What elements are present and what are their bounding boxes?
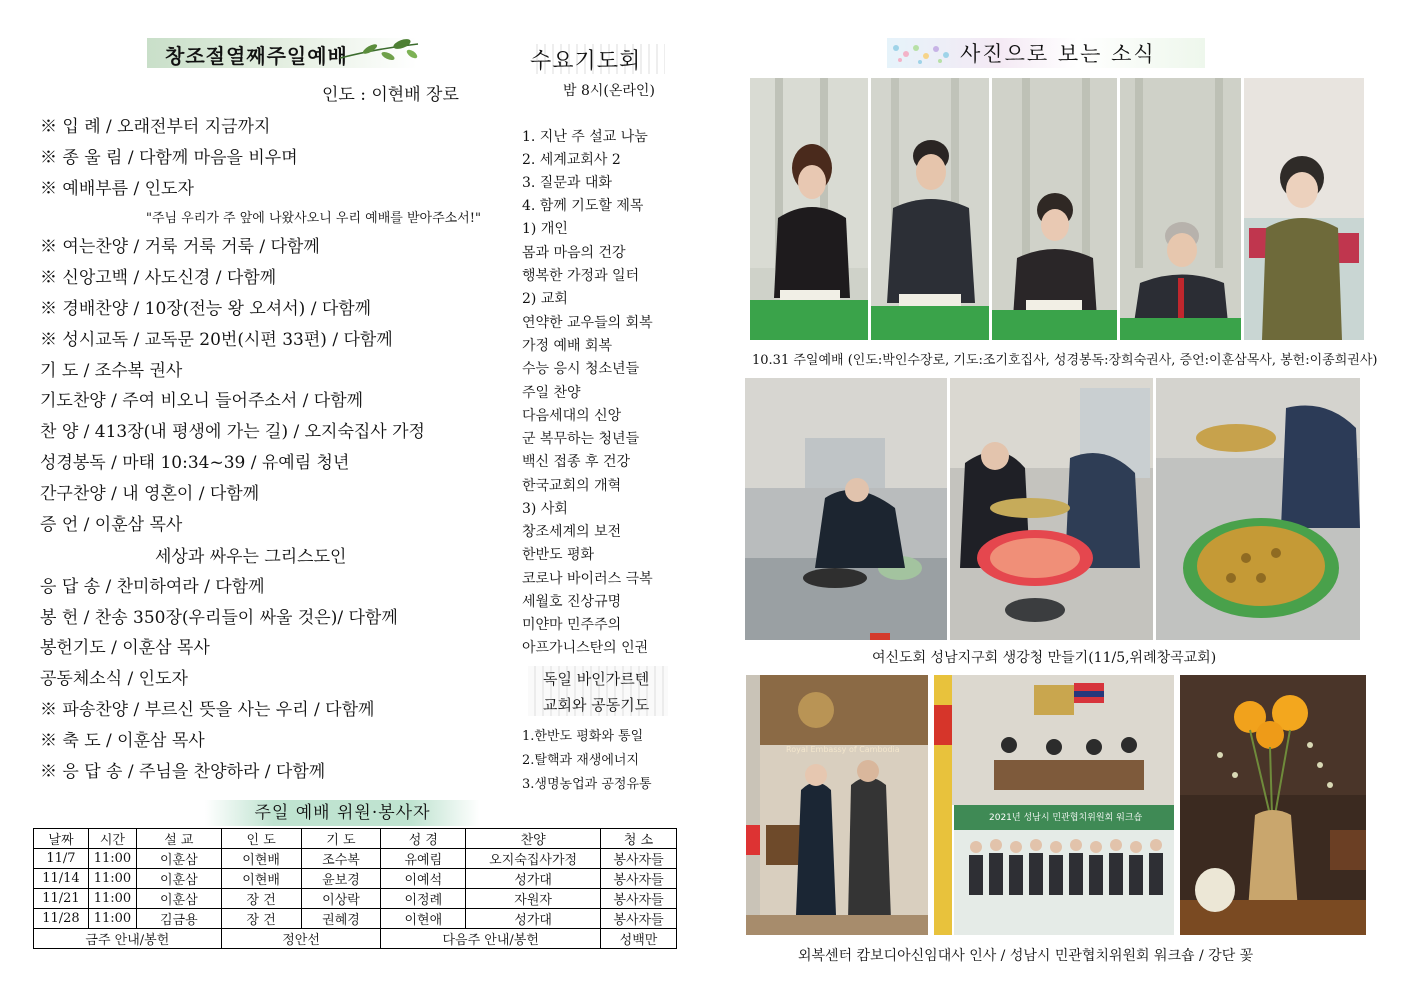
column-header: 성 경 — [381, 829, 466, 849]
prayer-item: 가정 예배 회복 — [522, 338, 613, 354]
prayer-item: 3) 사회 — [522, 501, 568, 517]
worship-photo-5 — [1244, 78, 1364, 340]
prayer-item: 1. 지난 주 설교 나눔 — [522, 129, 648, 145]
prayer-item: 군 복무하는 청년들 — [522, 431, 640, 447]
order-item: 성경봉독 / 마태 10:34~39 / 유예림 청년 — [40, 453, 350, 473]
table-cell: 이현배 — [221, 869, 301, 889]
order-item: ※ 응 답 송 / 주님을 찬양하라 / 다함께 — [40, 762, 326, 782]
table-row — [34, 869, 677, 889]
table-cell: 봉사자들 — [601, 889, 677, 909]
order-item: ※ 파송찬양 / 부르신 뜻을 사는 우리 / 다함께 — [40, 700, 375, 720]
order-item: 응 답 송 / 찬미하여라 / 다함께 — [40, 577, 265, 597]
wednesday-time: 밤 8시(온라인) — [563, 83, 655, 99]
order-item: ※ 입 례 / 오래전부터 지금까지 — [40, 117, 271, 137]
ginger-photo-2 — [950, 378, 1153, 640]
prayer-item: 행복한 가정과 일터 — [522, 268, 640, 284]
wednesday-title: 수요기도회 — [530, 44, 665, 74]
photo-caption-3: 외복센터 캄보디아신임대사 인사 / 성남시 민관협치위원회 워크숍 / 강단 꽃 — [798, 948, 1254, 964]
prayer-item: 한국교회의 개혁 — [522, 478, 622, 494]
table-cell: 이정례 — [381, 889, 466, 909]
prayer-item: 다음세대의 신앙 — [522, 408, 622, 424]
germany-prayer-item: 2.탈핵과 재생에너지 — [522, 753, 639, 768]
table-cell: 권혜경 — [301, 909, 381, 929]
next-week-usher: 성백만 — [601, 929, 677, 949]
table-cell: 장 건 — [221, 909, 301, 929]
table-cell: 이상락 — [301, 889, 381, 909]
table-cell: 이현애 — [381, 909, 466, 929]
table-cell: 조수복 — [301, 849, 381, 869]
workshop-photo — [934, 675, 1174, 935]
table-cell: 11:00 — [88, 869, 136, 889]
order-item: ※ 성시교독 / 교독문 20번(시편 33편) / 다함께 — [40, 330, 393, 350]
next-week-usher-label: 다음주 안내/봉헌 — [381, 929, 601, 949]
call-to-worship-quote: "주님 우리가 주 앞에 나왔사오니 우리 예배를 받아주소서!" — [146, 211, 481, 226]
table-cell: 이현배 — [221, 849, 301, 869]
column-header: 시간 — [88, 829, 136, 849]
news-title: 사진으로 보는 소식 — [960, 42, 1156, 66]
table-cell: 이훈삼 — [136, 849, 221, 869]
table-row — [34, 849, 677, 869]
column-header: 청 소 — [601, 829, 677, 849]
dots-decoration-icon — [890, 40, 960, 66]
sermon-title: 세상과 싸우는 그리스도인 — [155, 547, 347, 567]
order-item: ※ 종 울 림 / 다함께 마음을 비우며 — [40, 148, 298, 168]
table-cell: 11/28 — [34, 909, 89, 929]
order-item: 찬 양 / 413장(내 평생에 가는 길) / 오지숙집사 가정 — [40, 422, 425, 442]
order-item: 간구찬양 / 내 영혼이 / 다함께 — [40, 484, 260, 504]
order-item: ※ 신앙고백 / 사도신경 / 다함께 — [40, 268, 277, 288]
order-item: 기 도 / 조수복 권사 — [40, 361, 183, 381]
table-row — [34, 889, 677, 909]
prayer-item: 수능 응시 청소년들 — [522, 361, 640, 377]
prayer-item: 세월호 진상규명 — [522, 594, 622, 610]
order-item: ※ 축 도 / 이훈삼 목사 — [40, 731, 205, 751]
order-item: ※ 여는찬양 / 거룩 거룩 거룩 / 다함께 — [40, 237, 320, 257]
prayer-item: 한반도 평화 — [522, 547, 595, 563]
table-cell: 자원자 — [466, 889, 601, 909]
germany-title: 독일 바인가르텐 — [543, 670, 650, 688]
table-cell: 성가대 — [466, 869, 601, 889]
table-cell: 봉사자들 — [601, 909, 677, 929]
table-cell: 장 건 — [221, 889, 301, 909]
order-item: 기도찬양 / 주여 비오니 들어주소서 / 다함께 — [40, 391, 364, 411]
staff-title: 주일 예배 위원·봉사자 — [205, 800, 480, 826]
table-cell: 성가대 — [466, 909, 601, 929]
leaf-decoration-icon — [340, 36, 420, 66]
workshop-banner-text: 2021년 성남시 민관협치위원회 워크숍 — [989, 813, 1143, 823]
ginger-photo-3 — [1156, 378, 1360, 640]
prayer-item: 창조세계의 보전 — [522, 524, 622, 540]
order-item: 봉헌기도 / 이훈삼 목사 — [40, 638, 210, 658]
table-cell: 이훈삼 — [136, 889, 221, 909]
prayer-item: 연약한 교우들의 회복 — [522, 315, 653, 331]
worship-photo-4 — [1120, 78, 1241, 340]
column-header: 인 도 — [221, 829, 301, 849]
order-item: ※ 예배부름 / 인도자 — [40, 179, 194, 199]
table-cell: 이훈삼 — [136, 869, 221, 889]
order-item: ※ 경배찬양 / 10장(전능 왕 오셔서) / 다함께 — [40, 299, 372, 319]
this-week-usher: 정안선 — [221, 929, 381, 949]
worship-photo-3 — [992, 78, 1117, 340]
embassy-photo — [746, 675, 928, 935]
worship-photo-2 — [871, 78, 989, 340]
column-header: 찬양 — [466, 829, 601, 849]
table-header-row — [34, 829, 677, 849]
table-cell: 11/7 — [34, 849, 89, 869]
ginger-photo-1 — [745, 378, 947, 640]
embassy-sign: Royal Embassy of Cambodia — [786, 745, 900, 754]
table-cell: 11/21 — [34, 889, 89, 909]
prayer-item: 1) 개인 — [522, 221, 568, 237]
page-title: 창조절열째주일예배 — [165, 44, 348, 68]
prayer-item: 2. 세계교회사 2 — [522, 152, 621, 168]
table-cell: 11:00 — [88, 889, 136, 909]
worship-photo-1 — [750, 78, 868, 340]
germany-subtitle: 교회와 공동기도 — [543, 696, 650, 714]
prayer-item: 아프가니스탄의 인권 — [522, 640, 649, 656]
germany-prayer-item: 3.생명농업과 공정유통 — [522, 777, 652, 792]
table-cell: 11/14 — [34, 869, 89, 889]
prayer-item: 4. 함께 기도할 제목 — [522, 198, 644, 214]
order-item: 증 언 / 이훈삼 목사 — [40, 515, 183, 535]
table-cell: 유예림 — [381, 849, 466, 869]
table-cell: 11:00 — [88, 849, 136, 869]
prayer-item: 주일 찬양 — [522, 385, 581, 401]
order-item: 공동체소식 / 인도자 — [40, 669, 188, 689]
photo-caption-1: 10.31 주일예배 (인도:박인수장로, 기도:조기호집사, 성경봉독:장희숙권사, 증언:이훈삼목사, 봉헌:이종희권사) — [752, 353, 1378, 368]
germany-prayer-item: 1.한반도 평화와 통일 — [522, 729, 644, 744]
this-week-usher-label: 금주 안내/봉헌 — [34, 929, 222, 949]
prayer-item: 3. 질문과 대화 — [522, 175, 612, 191]
column-header: 날짜 — [34, 829, 89, 849]
table-cell: 오지숙집사가정 — [466, 849, 601, 869]
photo-caption-2: 여신도회 성남지구회 생강청 만들기(11/5,위례창곡교회) — [872, 650, 1217, 666]
prayer-item: 몸과 마음의 건강 — [522, 245, 626, 261]
table-cell: 윤보경 — [301, 869, 381, 889]
worship-leader: 인도 : 이현배 장로 — [322, 85, 459, 105]
prayer-item: 미얀마 민주주의 — [522, 617, 622, 633]
table-cell: 봉사자들 — [601, 849, 677, 869]
staff-table — [33, 828, 677, 949]
altar-flowers-photo — [1180, 675, 1366, 935]
table-row — [34, 909, 677, 929]
column-header: 설 교 — [136, 829, 221, 849]
prayer-item: 2) 교회 — [522, 291, 568, 307]
prayer-item: 코로나 바이러스 극복 — [522, 571, 653, 587]
table-cell: 이예석 — [381, 869, 466, 889]
table-cell: 봉사자들 — [601, 869, 677, 889]
order-item: 봉 헌 / 찬송 350장(우리들이 싸울 것은)/ 다함께 — [40, 608, 398, 628]
table-cell: 김금용 — [136, 909, 221, 929]
column-header: 기 도 — [301, 829, 381, 849]
table-cell: 11:00 — [88, 909, 136, 929]
table-footer-row — [34, 929, 677, 949]
prayer-item: 백신 접종 후 건강 — [522, 454, 631, 470]
